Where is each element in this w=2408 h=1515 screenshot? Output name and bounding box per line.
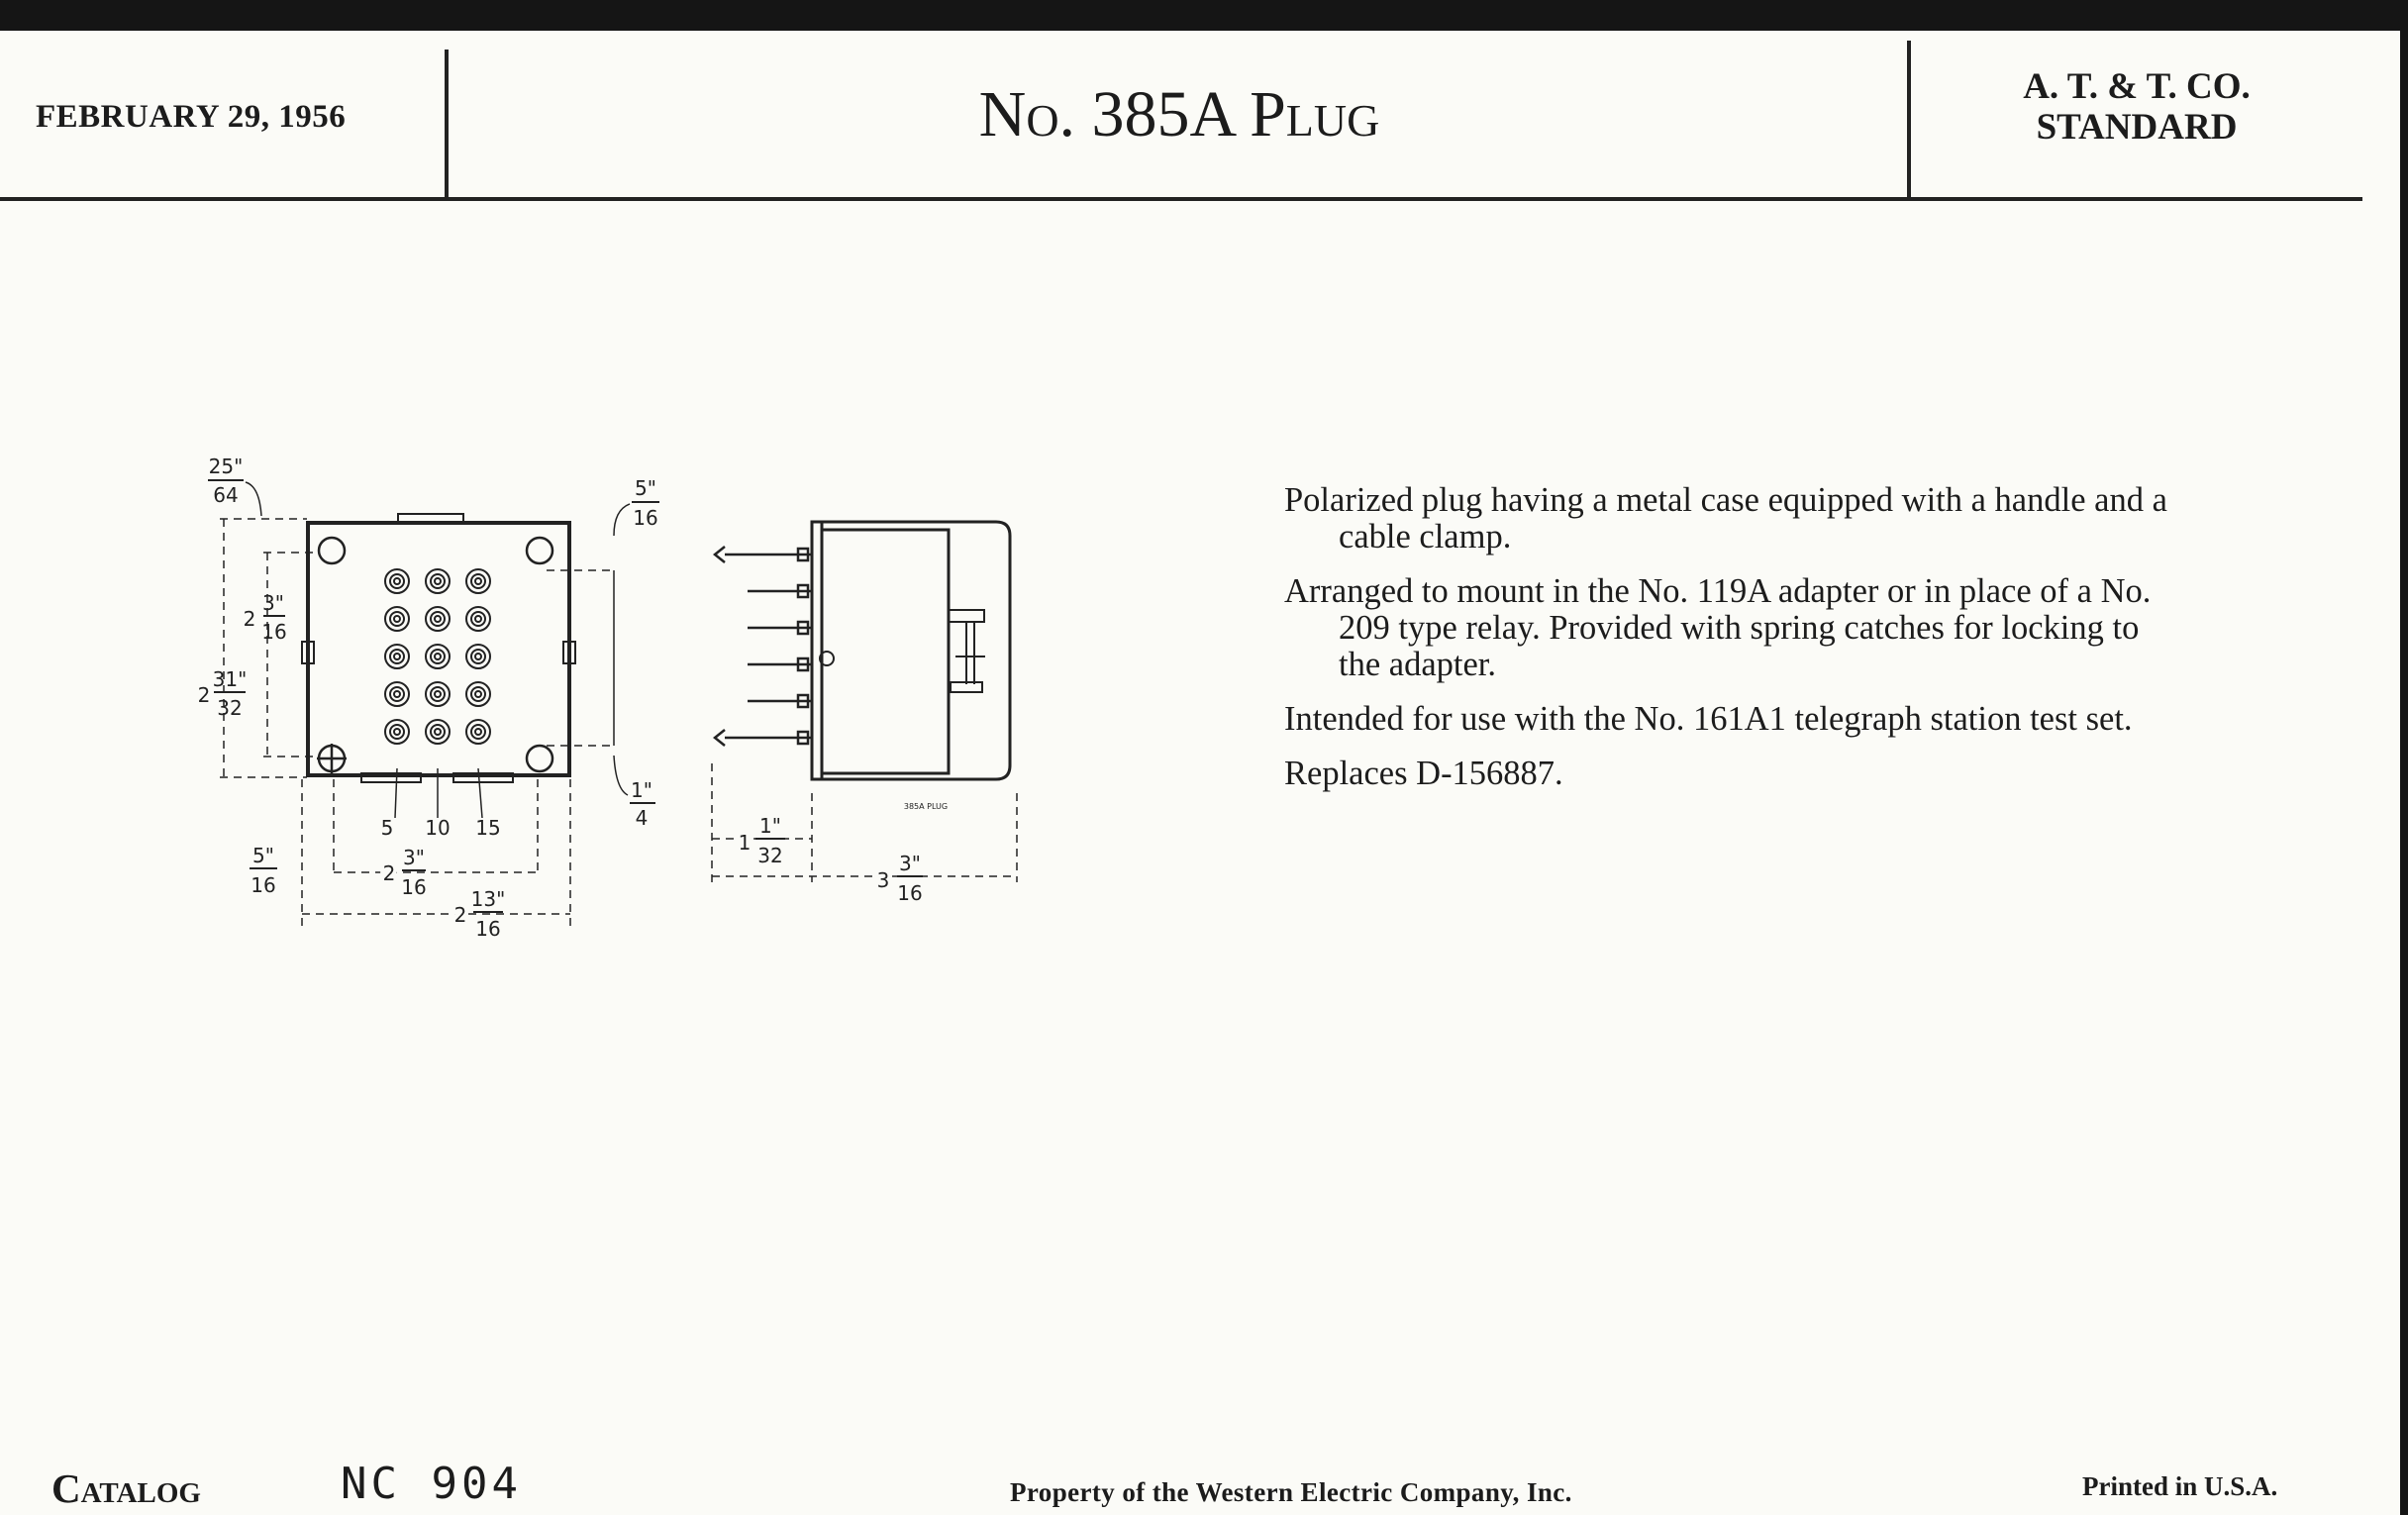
dim-outer-width-den: 16	[475, 917, 501, 941]
cable-clamp	[949, 610, 985, 692]
property-notice: Property of the Western Electric Company, Inc.	[1010, 1477, 1572, 1507]
contact-pin	[426, 645, 450, 668]
contact-pin	[390, 574, 404, 588]
front-view	[302, 514, 575, 782]
contact-pin	[394, 729, 400, 735]
contact-pin	[426, 682, 450, 706]
contact-pin	[471, 687, 485, 701]
contact-pin	[431, 687, 445, 701]
contact-pin	[431, 650, 445, 663]
plug-stamp: 385A PLUG	[903, 802, 949, 811]
contact-pin	[466, 720, 490, 744]
mounting-hole	[527, 746, 552, 771]
dim-outer-height-num: 31"	[212, 667, 248, 691]
dim-left-offset-num: 5"	[252, 844, 274, 867]
contact-pin	[471, 612, 485, 626]
contact-pin	[466, 569, 490, 593]
contact-pin	[435, 691, 441, 697]
mounting-hole	[527, 538, 552, 563]
contact-pin	[466, 607, 490, 631]
pin-grid	[385, 569, 490, 744]
contact-pin	[475, 729, 481, 735]
guide-pin-tip	[715, 730, 725, 746]
dim-left-offset-den: 16	[251, 873, 276, 897]
description-paragraph: Arranged to mount in the No. 119A adapter or in place of a No. 209 type relay. Provided with spring catches for locking to the adapter.	[1284, 572, 2152, 683]
dim-pin-length-whole: 1	[738, 831, 752, 855]
contact-pin	[435, 616, 441, 622]
contact-pin	[394, 654, 400, 659]
description	[1284, 482, 2175, 810]
contact-pin	[471, 725, 485, 739]
dim-outer-width-num: 13"	[470, 887, 506, 911]
contact-pin	[466, 682, 490, 706]
pin-number-15: 15	[475, 816, 501, 840]
contact-pin	[475, 616, 481, 622]
contact-pin	[385, 607, 409, 631]
dim-right-top-den: 16	[633, 506, 658, 530]
contact-pin	[394, 578, 400, 584]
contact-pin	[475, 578, 481, 584]
dim-outer-width-whole: 2	[453, 903, 467, 927]
dim-right-bottom-num: 1"	[631, 778, 652, 802]
standard-line-2: STANDARD	[2036, 107, 2238, 148]
contact-pin	[475, 654, 481, 659]
dim-top-offset-den: 64	[213, 483, 239, 507]
dim-overall-length-whole: 3	[876, 868, 890, 892]
dim-overall-length-den: 16	[897, 881, 923, 905]
contact-pin	[475, 691, 481, 697]
mounting-hole	[319, 538, 345, 563]
contact-pin	[471, 574, 485, 588]
dim-inner-height-whole: 2	[243, 607, 256, 631]
contact-pin	[466, 645, 490, 668]
dim-overall-length-num: 3"	[899, 852, 921, 875]
dim-pin-length-den: 32	[757, 844, 783, 867]
printed-notice: Printed in U.S.A.	[2082, 1471, 2278, 1501]
standard-block	[1911, 66, 2362, 148]
dim-top-offset-num: 25"	[208, 454, 244, 478]
side-case	[822, 530, 949, 773]
header-divider-left	[445, 50, 449, 199]
catalog-number: NC 904	[341, 1459, 522, 1509]
page-title: No. 385A Plug	[978, 78, 1380, 151]
contact-pin	[435, 654, 441, 659]
catalog-label: Catalog	[51, 1465, 201, 1511]
contact-pin	[385, 682, 409, 706]
side-view	[715, 522, 1010, 811]
handle	[822, 522, 1010, 779]
contact-pin	[385, 720, 409, 744]
contact-pin	[471, 650, 485, 663]
dim-pin-length-num: 1"	[759, 814, 781, 838]
contact-pin	[435, 578, 441, 584]
contact-pin	[426, 607, 450, 631]
dim-outer-height-whole: 2	[197, 683, 211, 707]
guide-pin-tip	[715, 547, 725, 562]
contact-pin	[394, 691, 400, 697]
contact-pin	[385, 569, 409, 593]
dim-right-bottom-den: 4	[635, 806, 649, 830]
pin-number-5: 5	[380, 816, 394, 840]
issue-date: FEBRUARY 29, 1956	[36, 99, 347, 135]
technical-drawing	[178, 407, 1050, 961]
dim-outer-height-den: 32	[217, 696, 243, 720]
description-paragraph: Replaces D-156887.	[1284, 755, 1563, 792]
side-pins	[715, 547, 812, 746]
contact-pin	[431, 725, 445, 739]
contact-pin	[394, 616, 400, 622]
side-dim-labels	[739, 814, 923, 905]
contact-pin	[431, 574, 445, 588]
pin-number-10: 10	[425, 816, 451, 840]
contact-pin	[431, 612, 445, 626]
contact-pin	[435, 729, 441, 735]
dim-right-top-num: 5"	[635, 476, 656, 500]
dim-inner-height-den: 16	[261, 620, 287, 644]
standard-line-1: A. T. & T. CO.	[2023, 66, 2251, 107]
contact-pin	[390, 725, 404, 739]
dim-inner-width-num: 3"	[403, 846, 425, 869]
contact-pin	[426, 569, 450, 593]
dim-inner-height-num: 3"	[262, 591, 284, 615]
contact-pin	[390, 687, 404, 701]
description-paragraph: Intended for use with the No. 161A1 telegraph station test set.	[1284, 700, 2133, 738]
dim-inner-width-den: 16	[401, 875, 427, 899]
contact-pin	[390, 612, 404, 626]
contact-pin	[426, 720, 450, 744]
catalog-card	[0, 31, 2400, 1515]
description-paragraph: Polarized plug having a metal case equipped with a handle and a cable clamp.	[1284, 481, 2167, 556]
dim-inner-width-whole: 2	[382, 861, 396, 885]
contact-pin	[390, 650, 404, 663]
contact-pin	[385, 645, 409, 668]
